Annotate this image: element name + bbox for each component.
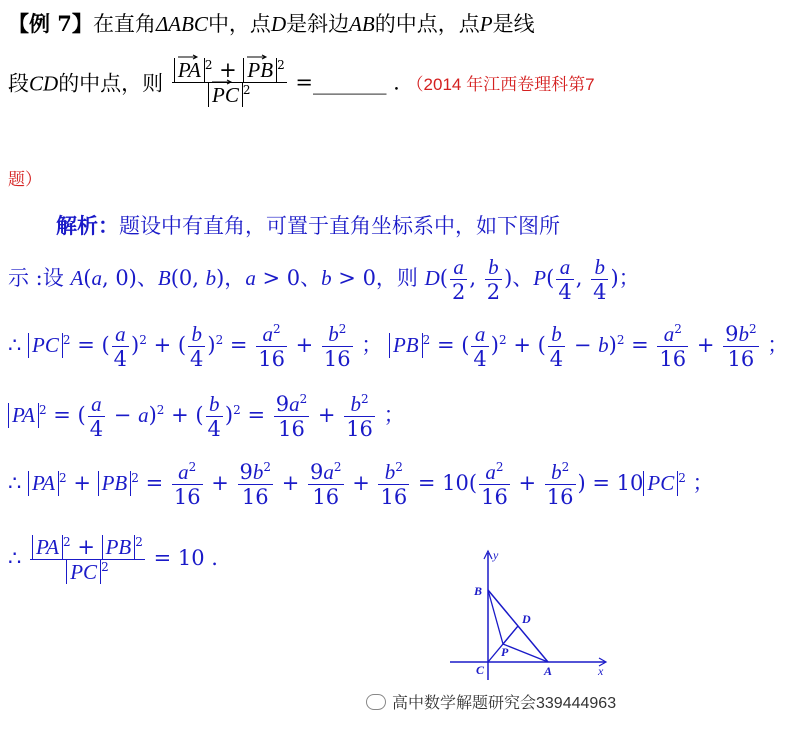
label-P: P [501,645,509,659]
coordinate-diagram [440,545,620,685]
problem-text-1: 在直角ΔABC中，点D是斜边AB的中点，点P是线 [92,12,535,36]
watermark [366,690,616,713]
solution-label: 解析： [56,213,119,238]
label-D: D [522,612,531,626]
watermark-text: 高中数学解题研究会339444963 [392,695,617,712]
label-C: C [476,663,485,677]
solution-step-pa: PA $^2$ = ( $\frac{a}{4}$ − a)$^2$ + ( $\frac{b}{4}$ )$^2$ = $\frac{9a^2}{16}$ + $\frac{b^2}{16}$ ； [8,392,405,441]
problem-line-2 [8,58,595,107]
wechat-icon [366,694,386,710]
example-label: 【例 7】 [8,11,93,36]
source-note: （2014 年江西卷理科第7 [406,75,595,95]
problem-text-2: 段CD的中点，则 [8,71,164,96]
solution-intro: 题设中有直角，可置于直角坐标系中，如下图所 [119,214,560,238]
solution-step-sum: ∴ PA $^2$ + PB $^2$ = $\frac{a^2}{16}$ + $\frac{9b^2}{16}$ + $\frac{9a^2}{16}$ + $\frac{b^2}{16}$ = 10( $\frac{a^2}{16}$ + $\frac{b^2}{16}$ ) = 10 PC $^2$ ； [8,460,714,510]
solution-line-2: 示 :设 A(a, 0)、B(0, b)，a > 0、b > 0，则 D( $\frac{a}{2}$ , $\frac{b}{2}$ )、P( $\frac{a}{4}$ , $\frac{b}{4}$ )； [8,255,640,305]
solution-step-pc-pb: ∴ PC $^2$ = ( $\frac{a}{4}$ )$^2$ + ( $\frac{b}{4}$ )$^2$ = $\frac{a^2}{16}$ + $\frac{b^2}{16}$ ； PB $^2$ = ( $\frac{a}{4}$ )$^2$ + ( $\frac{b}{4}$ − b)$^2$ = $\frac{a^2}{16}$ + $\frac{9b^2}{16}$ ； [8,322,788,372]
answer-blank: =_______ . [295,70,400,95]
problem-line-1 [8,8,535,38]
label-x: x [598,664,604,678]
problem-fraction: PA $^2$ + PB $^2$ PC $^2$ [172,58,287,107]
label-y: y [493,548,499,562]
solution-result: ∴ $\frac{PA ^2 + PB ^2}{PC ^2}$ = 10 . [8,535,218,585]
label-A: A [544,664,553,678]
source-note-end: 题） [8,170,42,189]
solution-line-1 [56,210,560,240]
label-B: B [474,584,483,598]
segment-PD [503,626,518,644]
